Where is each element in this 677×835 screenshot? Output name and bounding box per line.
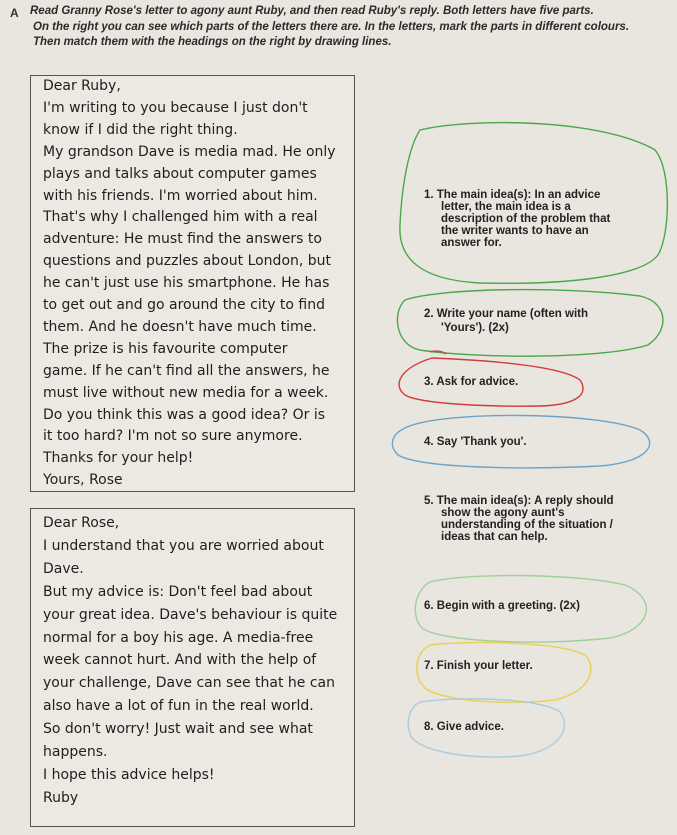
heading-6	[424, 600, 580, 612]
letter-line: know if I did the right thing.	[43, 121, 238, 138]
exercise-marker: A	[10, 6, 19, 20]
heading-4	[424, 436, 527, 448]
heading-line: understanding of the situation /	[441, 519, 613, 531]
letter-line: I hope this advice helps!	[43, 766, 215, 783]
heading-3	[424, 376, 518, 388]
letter-line: The prize is his favourite computer	[43, 340, 288, 357]
heading-line: 2. Write your name (often with	[424, 308, 588, 320]
letter-line: That's why I challenged him with a real	[43, 209, 318, 226]
letter-line: Dear Rose,	[43, 515, 120, 531]
heading-2	[424, 307, 588, 335]
letter-line: them. And he doesn't have much time.	[43, 318, 317, 335]
heading-7	[424, 660, 533, 672]
letter-line: normal for a boy his age. A media-free	[43, 629, 314, 646]
heading-5	[424, 495, 614, 543]
letter-line: Thanks for your help!	[43, 450, 194, 467]
ruby-reply	[30, 508, 355, 827]
heading-line: 1. The main idea(s): In an advice	[424, 189, 601, 201]
letter-line: he can't just use his smartphone. He has	[43, 275, 330, 292]
letter-line: I understand that you are worried about	[43, 537, 324, 554]
letter-line: questions and puzzles about London, but	[43, 253, 332, 270]
heading-line: answer for.	[441, 237, 502, 249]
instruction-line: Read Granny Rose's letter to agony aunt Ruby, and then read Ruby's reply. Both letters have five parts.	[30, 5, 594, 17]
letter-line: My grandson Dave is media mad. He only	[43, 143, 336, 160]
letter-line: to get out and go around the city to find	[43, 297, 326, 313]
heading-line: 6. Begin with a greeting. (2x)	[424, 600, 580, 612]
heading-line: 'Yours'). (2x)	[441, 322, 509, 334]
letter-line: must live without new media for a week.	[43, 384, 329, 401]
heading-line: letter, the main idea is a	[441, 201, 571, 213]
letter-line: Yours, Rose	[43, 472, 123, 489]
heading-line: 8. Give advice.	[424, 721, 504, 733]
letter-line: plays and talks about computer games	[43, 165, 317, 182]
letter-line: week cannot hurt. And with the help of	[43, 652, 317, 669]
letter-line: your great idea. Dave's behaviour is quite	[43, 606, 338, 623]
letter-line: your challenge, Dave can see that he can	[43, 675, 335, 692]
rose-letter	[30, 75, 355, 492]
letter-line: So don't worry! Just wait and see what	[43, 721, 313, 738]
heading-line: show the agony aunt's	[441, 507, 565, 519]
letter-line: I'm writing to you because I just don't	[43, 99, 308, 116]
heading-line: the writer wants to have an	[441, 225, 589, 237]
instruction-line: On the right you can see which parts of the letters there are. In the letters, mark the parts in different colours.	[33, 20, 630, 33]
heading-line: description of the problem that	[441, 213, 611, 225]
heading-line: ideas that can help.	[441, 531, 548, 543]
heading-line: 7. Finish your letter.	[424, 660, 533, 672]
letter-line: Do you think this was a good idea? Or is	[43, 406, 326, 423]
letter-line: Ruby	[43, 789, 79, 806]
heading-line: 4. Say 'Thank you'.	[424, 436, 527, 448]
letter-line: game. If he can't find all the answers, he	[43, 362, 330, 379]
letter-line: But my advice is: Don't feel bad about	[43, 583, 313, 600]
letter-line: it too hard? I'm not so sure anymore.	[43, 428, 303, 445]
heading-line: 5. The main idea(s): A reply should	[424, 495, 614, 507]
letter-line: adventure: He must find the answers to	[43, 231, 322, 248]
instruction-line: Then match them with the headings on the right by drawing lines.	[33, 36, 392, 48]
letter-line: happens.	[43, 744, 108, 760]
letter-line: also have a lot of fun in the real world.	[43, 698, 314, 715]
heading-8	[424, 721, 504, 733]
heading-1	[424, 189, 610, 249]
heading-line: 3. Ask for advice.	[424, 376, 519, 388]
letter-line: Dave.	[43, 560, 84, 577]
yellow-outline	[417, 642, 591, 702]
letter-line: Dear Ruby,	[43, 78, 121, 94]
letter-line: with his friends. I'm worried about him.	[43, 187, 318, 204]
